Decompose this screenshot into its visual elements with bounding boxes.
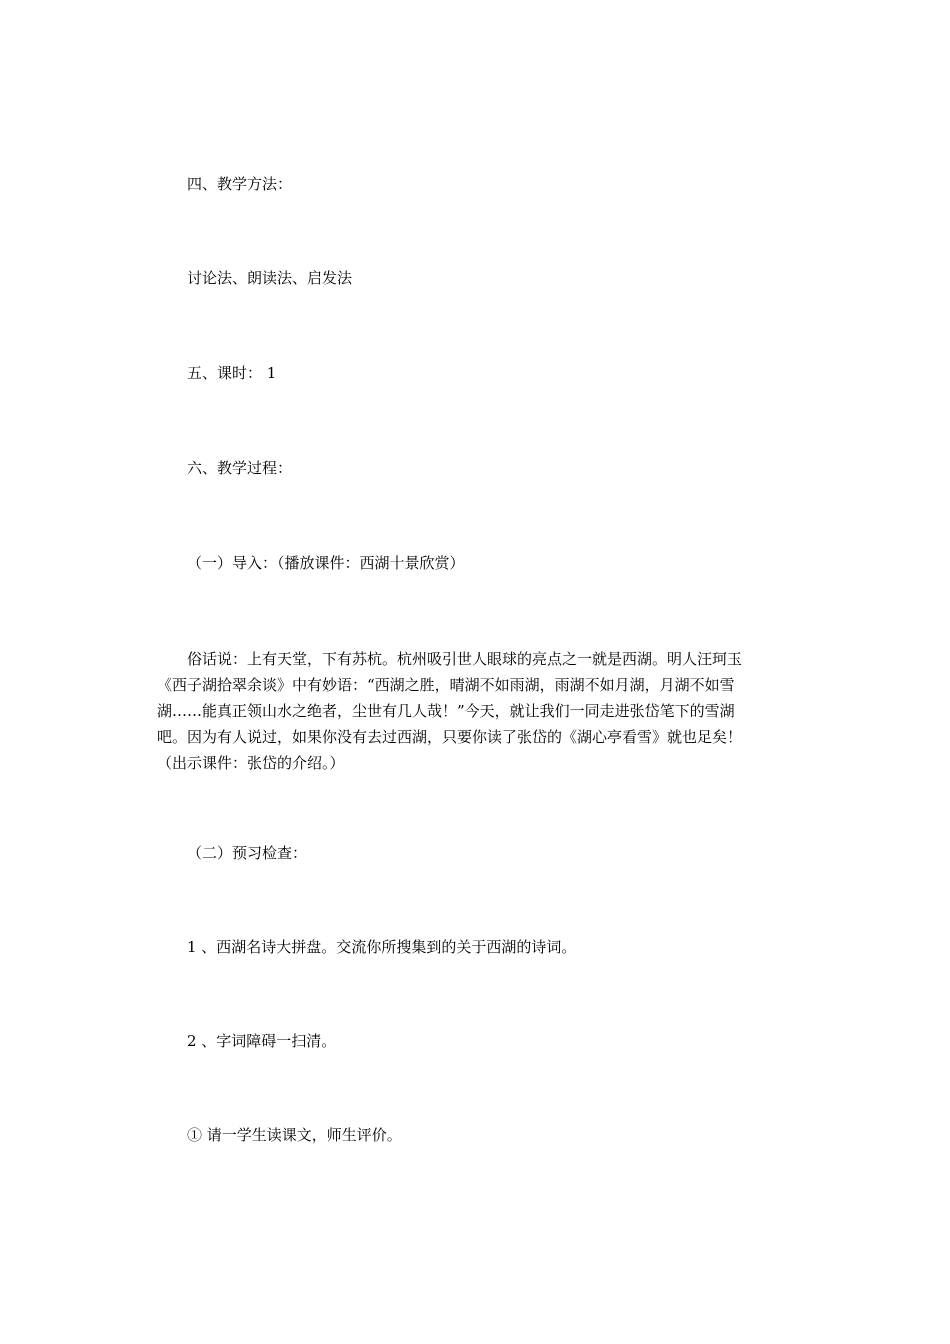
section-6-heading: 六、教学过程： xyxy=(187,459,293,477)
paragraph-line: 吧。因为有人说过，如果你没有去过西湖，只要你读了张岱的《湖心亭看雪》就也足矣！ xyxy=(157,728,743,746)
paragraph-line: （出示课件：张岱的介绍。） xyxy=(157,754,345,772)
paragraph-line: 湖……能真正领山水之绝者，尘世有几人哉！”今天，就让我们一同走进张岱笔下的雪湖 xyxy=(157,702,735,720)
section-4-heading: 四、教学方法： xyxy=(187,175,293,193)
sub-item-1: ① 请一学生读课文，师生评价。 xyxy=(187,1126,402,1144)
section-4-content: 讨论法、朗读法、启发法 xyxy=(187,269,353,287)
paragraph-line: 俗话说：上有天堂，下有苏杭。杭州吸引世人眼球的亮点之一就是西湖。明人汪珂玉 xyxy=(187,650,743,668)
part-2-heading: （二）预习检查： xyxy=(187,844,308,862)
part-1-paragraph xyxy=(157,646,797,776)
list-item-1: 1 、西湖名诗大拼盘。交流你所搜集到的关于西湖的诗词。 xyxy=(187,938,577,956)
part-1-heading: （一）导入：（播放课件：西湖十景欣赏） xyxy=(187,554,465,572)
section-5-heading: 五、课时： 1 xyxy=(187,364,277,382)
paragraph-line: 《西子湖拾翠余谈》中有妙语：“西湖之胜，晴湖不如雨湖，雨湖不如月湖，月湖不如雪 xyxy=(157,676,735,694)
list-item-2: 2 、字词障碍一扫清。 xyxy=(187,1032,337,1050)
